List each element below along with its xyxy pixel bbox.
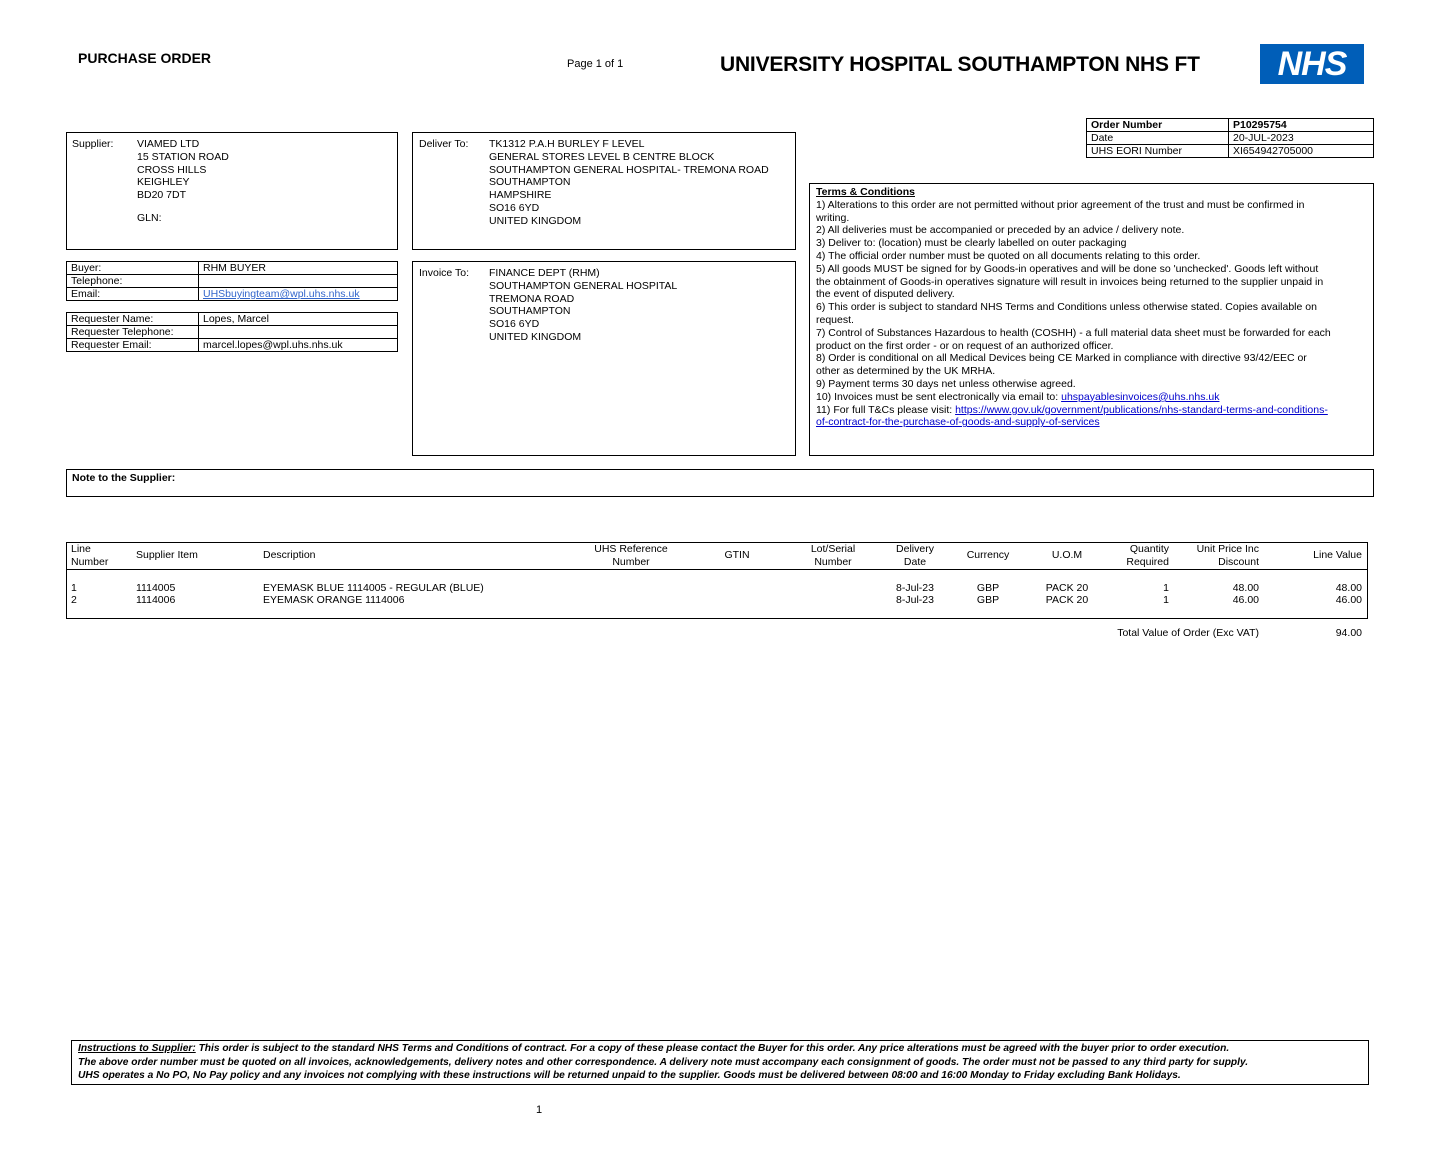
col-header-supplier-item: Supplier Item xyxy=(136,549,198,561)
table-row-date: 8-Jul-23 xyxy=(896,594,934,606)
terms-tcs-text: 11) For full T&Cs please visit: xyxy=(816,403,956,416)
deliver-to-label: Deliver To: xyxy=(419,138,469,150)
col-header-line-number xyxy=(71,543,108,568)
order-date-label: Date xyxy=(1087,132,1229,145)
eori-value: XI654942705000 xyxy=(1229,145,1374,158)
terms-line: request. xyxy=(816,313,854,326)
nhs-logo: NHS xyxy=(1260,44,1364,84)
supplier-address xyxy=(137,138,229,225)
terms-line: 2) All deliveries must be accompanied or preceded by an advice / delivery note. xyxy=(816,224,1185,237)
table-row-uom: PACK 20 xyxy=(1045,594,1089,606)
deliver-to-box xyxy=(412,132,796,250)
buyer-email-link[interactable]: UHSbuyingteam@wpl.uhs.nhs.uk xyxy=(203,288,360,300)
terms-line: 6) This order is subject to standard NHS Terms and Conditions unless otherwise stated. Copies available on xyxy=(816,301,1317,314)
col-header-uhs-ref xyxy=(594,543,668,568)
col-header-quantity xyxy=(1126,543,1169,568)
terms-title: Terms & Conditions xyxy=(816,186,915,198)
supplier-line: CROSS HILLS xyxy=(137,163,207,176)
total-label: Total Value of Order (Exc VAT) xyxy=(1117,627,1259,639)
invoice-line: UNITED KINGDOM xyxy=(489,330,582,343)
col-header-uhs-ref-1: UHS Reference xyxy=(594,543,668,555)
invoice-line: SO16 6YD xyxy=(489,318,540,331)
col-header-currency: Currency xyxy=(966,549,1010,561)
supplier-label: Supplier: xyxy=(72,138,114,150)
terms-line-invoices xyxy=(816,391,1367,404)
supplier-line: KEIGHLEY xyxy=(137,176,190,189)
order-info-table xyxy=(1086,118,1374,158)
invoice-line: SOUTHAMPTON GENERAL HOSPITAL xyxy=(489,279,678,292)
invoice-line: TREMONA ROAD xyxy=(489,292,575,305)
buyer-email-label: Email: xyxy=(67,288,199,301)
terms-line: 7) Control of Substances Hazardous to health (COSHH) - a full material data sheet must be forwarded for each xyxy=(816,326,1331,339)
page-indicator: Page 1 of 1 xyxy=(567,58,624,70)
buyer-table xyxy=(66,261,398,301)
supplier-line: BD20 7DT xyxy=(137,189,187,202)
col-header-description: Description xyxy=(263,549,316,561)
table-row-line: 2 xyxy=(71,594,77,606)
terms-line: 4) The official order number must be quoted on all documents relating to this order. xyxy=(816,249,1201,262)
instructions-line-2: The above order number must be quoted on all invoices, acknowledgements, delivery notes and other correspondence. A delivery note must accompany each consignment of goods. The order must not be passed to any third party for supply. xyxy=(78,1056,1249,1068)
col-header-lot-2: Number xyxy=(814,555,852,568)
requester-name-label: Requester Name: xyxy=(67,313,199,326)
table-row-date: 8-Jul-23 xyxy=(896,582,934,594)
terms-invoices-text: 10) Invoices must be sent electronically via email to: xyxy=(816,390,1062,403)
instructions-line-1 xyxy=(78,1042,1362,1056)
instructions-heading: Instructions to Supplier: xyxy=(78,1043,196,1054)
table-row-value: 48.00 xyxy=(1335,582,1362,594)
col-header-price-2: Discount xyxy=(1218,555,1259,568)
invoice-to-box xyxy=(412,261,796,456)
buyer-label: Buyer: xyxy=(67,262,199,275)
table-row-qty: 1 xyxy=(1163,594,1169,606)
col-header-unit-price xyxy=(1197,543,1259,568)
invoice-to-label: Invoice To: xyxy=(419,267,470,279)
terms-line-tcs-cont xyxy=(816,416,1367,429)
requester-email-value: marcel.lopes@wpl.uhs.nhs.uk xyxy=(199,339,398,352)
invoice-to-address xyxy=(489,267,677,344)
table-row-value: 46.00 xyxy=(1335,594,1362,606)
col-header-lot-serial xyxy=(811,543,855,568)
terms-line: the event of disputed delivery. xyxy=(816,288,955,301)
terms-line: 5) All goods MUST be signed for by Goods-in operatives and will be done so 'unchecked'. Goods left without xyxy=(816,262,1319,275)
table-row-price: 46.00 xyxy=(1232,594,1259,606)
table-row-uom: PACK 20 xyxy=(1045,582,1089,594)
gov-tcs-link-cont[interactable]: of-contract-for-the-purchase-of-goods-and-supply-of-services xyxy=(816,416,1100,429)
order-lines-table xyxy=(66,542,1368,619)
terms-line: the obtainment of Goods-in operatives signature will result in invoices being returned to the supplier unpaid in xyxy=(816,275,1324,288)
deliver-line: SOUTHAMPTON xyxy=(489,176,571,189)
terms-line: 8) Order is conditional on all Medical Devices being CE Marked in compliance with directive 93/42/EEC or xyxy=(816,352,1307,365)
gov-tcs-link[interactable]: https://www.gov.uk/government/publications/nhs-standard-terms-and-conditions- xyxy=(955,403,1328,416)
order-date-value: 20-JUL-2023 xyxy=(1229,132,1374,145)
order-number-label: Order Number xyxy=(1087,119,1229,132)
col-header-uom: U.O.M xyxy=(1051,549,1083,561)
table-row-line: 1 xyxy=(71,582,77,594)
invoice-line: FINANCE DEPT (RHM) xyxy=(489,267,600,279)
requester-name-value: Lopes, Marcel xyxy=(199,313,398,326)
deliver-line: HAMPSHIRE xyxy=(489,189,552,202)
terms-line-tcs xyxy=(816,404,1367,417)
col-header-lot-1: Lot/Serial xyxy=(810,543,856,555)
col-header-line: Line xyxy=(71,543,91,555)
col-header-gtin: GTIN xyxy=(724,549,750,561)
terms-line: product on the first order - or on request of an authorized officer. xyxy=(816,339,1114,352)
requester-telephone-value xyxy=(199,326,398,339)
order-lines-header-rule xyxy=(66,569,1368,570)
deliver-line: GENERAL STORES LEVEL B CENTRE BLOCK xyxy=(489,150,715,163)
col-header-delivery-1: Delivery xyxy=(896,543,934,555)
instructions-text-1: This order is subject to the standard NHS Terms and Conditions of contract. For a copy of these please contact the Buyer for this order. Any price alterations must be agreed with the buyer prior to order execution. xyxy=(195,1043,1230,1054)
col-header-delivery-date xyxy=(896,543,934,568)
col-header-price-1: Unit Price Inc xyxy=(1196,543,1259,555)
instructions-box xyxy=(71,1040,1369,1085)
table-row-currency: GBP xyxy=(976,582,1000,594)
terms-line: other as determined by the UK MRHA. xyxy=(816,365,996,378)
instructions-line-3: UHS operates a No PO, No Pay policy and any invoices not complying with these instructions will be returned unpaid to the supplier. Goods must be delivered between 08:00 and 16:00 Monday to Friday excluding Bank Holidays. xyxy=(78,1070,1181,1081)
table-row-item: 1114005 xyxy=(136,582,176,594)
col-header-qty-1: Quantity xyxy=(1129,543,1169,555)
supplier-box xyxy=(66,132,398,250)
deliver-line: TK1312 P.A.H BURLEY F LEVEL xyxy=(489,138,645,150)
table-row-qty: 1 xyxy=(1163,582,1169,594)
gln-label: GLN: xyxy=(137,211,162,224)
deliver-to-address xyxy=(489,138,769,228)
table-row-description: EYEMASK ORANGE 1114006 xyxy=(263,594,405,606)
note-to-supplier-box xyxy=(66,469,1374,497)
col-header-number: Number xyxy=(71,555,109,568)
organisation-name: UNIVERSITY HOSPITAL SOUTHAMPTON NHS FT xyxy=(720,53,1200,76)
buyer-telephone-value xyxy=(199,275,398,288)
requester-table xyxy=(66,312,398,352)
deliver-line: UNITED KINGDOM xyxy=(489,214,582,227)
requester-telephone-label: Requester Telephone: xyxy=(67,326,199,339)
table-row-price: 48.00 xyxy=(1232,582,1259,594)
buyer-telephone-label: Telephone: xyxy=(67,275,199,288)
terms-line: 9) Payment terms 30 days net unless otherwise agreed. xyxy=(816,377,1076,390)
table-row-item: 1114006 xyxy=(136,594,176,606)
invoice-line: SOUTHAMPTON xyxy=(489,305,571,318)
table-row-description: EYEMASK BLUE 1114005 - REGULAR (BLUE) xyxy=(263,582,484,594)
payables-email-link[interactable]: uhspayablesinvoices@uhs.nhs.uk xyxy=(1061,390,1220,403)
terms-line: 3) Deliver to: (location) must be clearly labelled on outer packaging xyxy=(816,237,1127,250)
col-header-uhs-ref-2: Number xyxy=(612,555,650,568)
document-title: PURCHASE ORDER xyxy=(78,50,212,66)
requester-email-label: Requester Email: xyxy=(67,339,199,352)
deliver-line: SOUTHAMPTON GENERAL HOSPITAL- TREMONA ROAD xyxy=(489,163,769,176)
table-row-currency: GBP xyxy=(976,594,1000,606)
supplier-line: VIAMED LTD xyxy=(137,138,200,150)
terms-conditions-box xyxy=(809,183,1374,456)
col-header-delivery-2: Date xyxy=(903,555,927,568)
terms-line: 1) Alterations to this order are not permitted without prior agreement of the trust and must be confirmed in xyxy=(816,198,1305,211)
page-number: 1 xyxy=(536,1104,543,1116)
supplier-line: 15 STATION ROAD xyxy=(137,150,229,163)
col-header-line-value: Line Value xyxy=(1313,549,1362,561)
order-number-value: P10295754 xyxy=(1229,119,1374,132)
total-value: 94.00 xyxy=(1335,627,1362,639)
terms-line: writing. xyxy=(816,211,850,224)
note-to-supplier-label: Note to the Supplier: xyxy=(72,472,176,484)
deliver-line: SO16 6YD xyxy=(489,201,540,214)
eori-label: UHS EORI Number xyxy=(1087,145,1229,158)
col-header-qty-2: Required xyxy=(1126,555,1169,568)
buyer-value: RHM BUYER xyxy=(199,262,398,275)
